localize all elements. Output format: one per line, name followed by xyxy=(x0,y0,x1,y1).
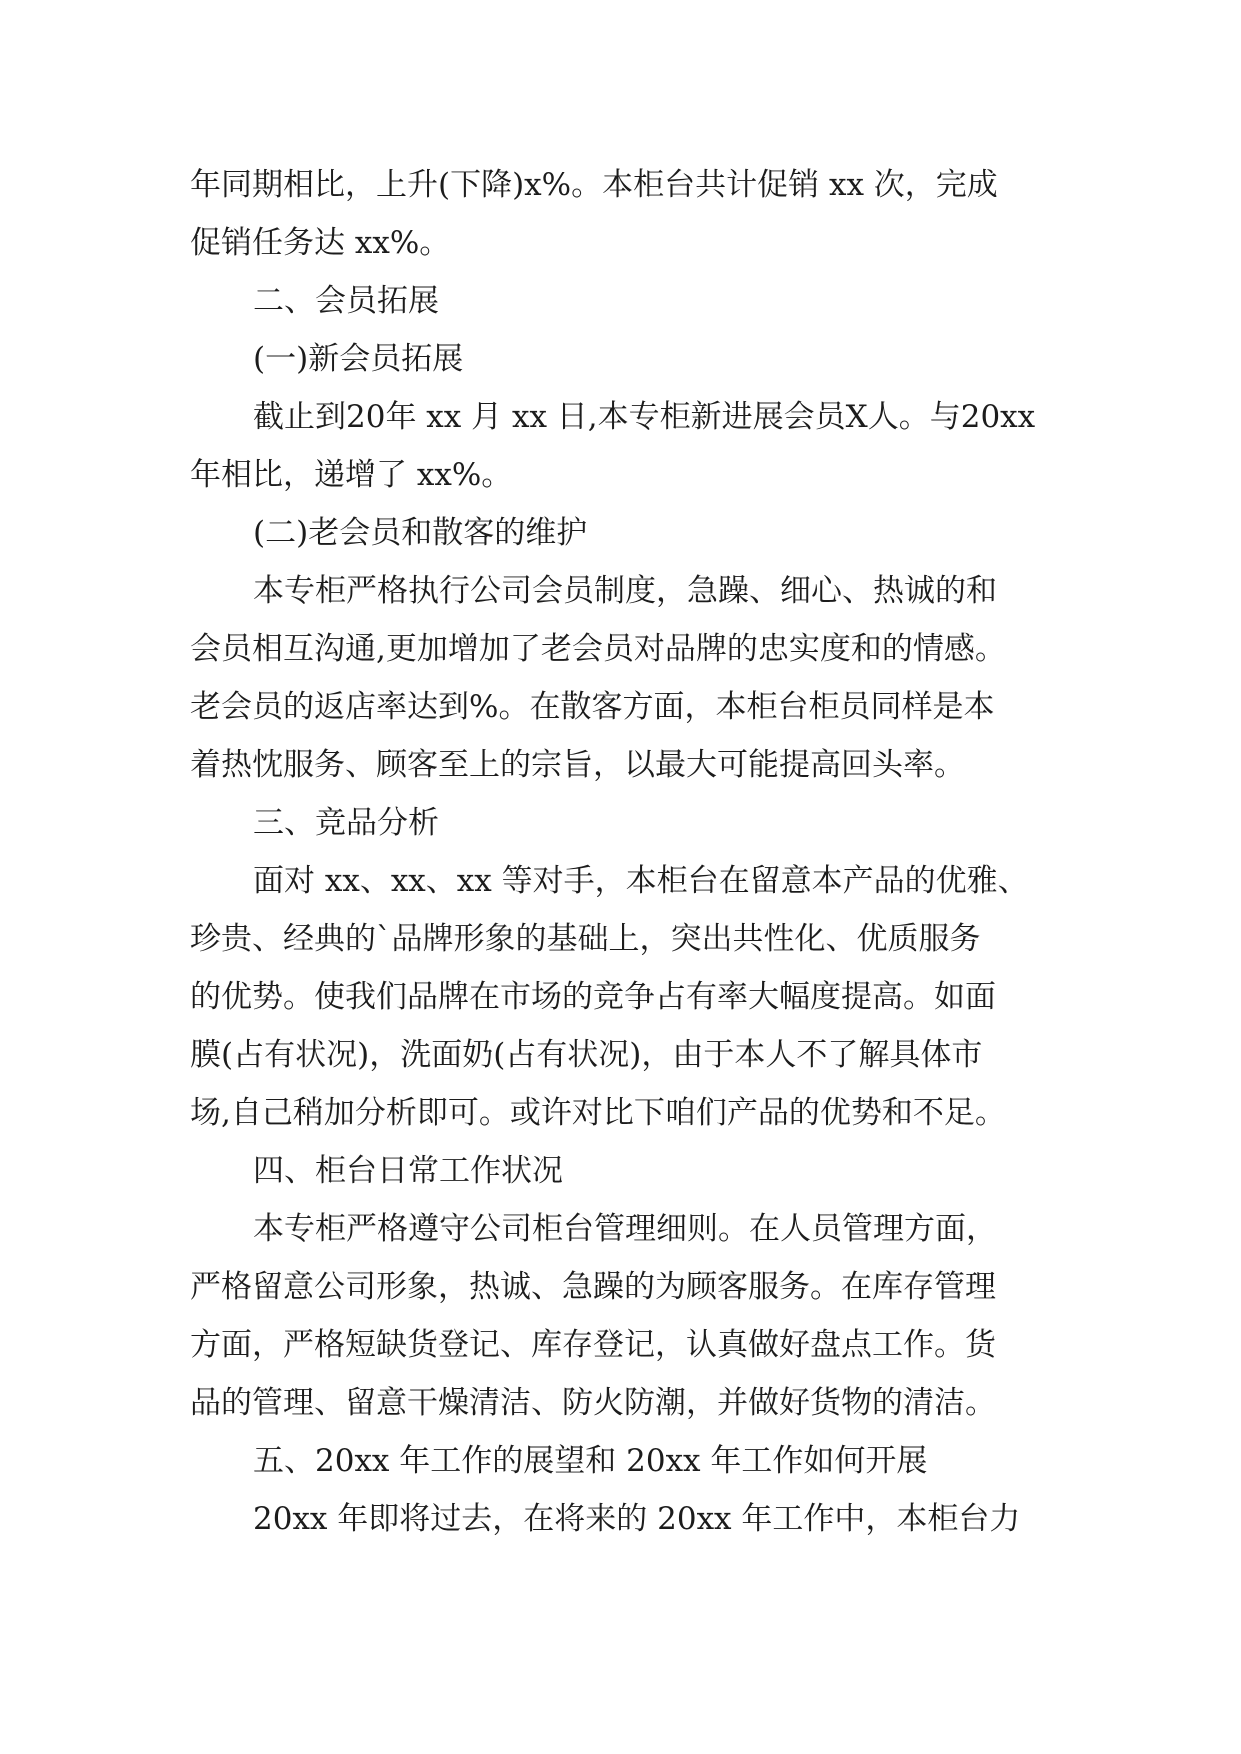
subsection-heading: (一)新会员拓展 xyxy=(253,341,464,377)
paragraph-line: 20xx 年即将过去，在将来的 20xx 年工作中，本柜台力 xyxy=(253,1501,1021,1537)
text-line: 年同期相比，上升(下降)x%。本柜台共计促销 xx 次，完成 xyxy=(190,167,998,203)
paragraph-line: 本专柜严格遵守公司柜台管理细则。在人员管理方面， xyxy=(253,1211,997,1247)
text-line: 膜(占有状况)，洗面奶(占有状况)，由于本人不了解具体市 xyxy=(190,1037,983,1073)
subsection-heading: (二)老会员和散客的维护 xyxy=(253,515,588,551)
paragraph-line: 面对 xx、xx、xx 等对手，本柜台在留意本产品的优雅、 xyxy=(253,863,1029,899)
text-line: 品的管理、留意干燥清洁、防火防潮，并做好货物的清洁。 xyxy=(190,1385,996,1421)
paragraph-line: 截止到20年 xx 月 xx 日,本专柜新进展会员X人。与20xx xyxy=(253,399,1036,435)
text-line: 的优势。使我们品牌在市场的竞争占有率大幅度提高。如面 xyxy=(190,979,996,1015)
section-heading-3: 三、竞品分析 xyxy=(253,805,439,841)
text-line: 珍贵、经典的`品牌形象的基础上，突出共性化、优质服务 xyxy=(190,921,981,957)
section-heading-5: 五、20xx 年工作的展望和 20xx 年工作如何开展 xyxy=(253,1443,928,1479)
text-line: 着热忱服务、顾客至上的宗旨，以最大可能提高回头率。 xyxy=(190,747,965,783)
text-line: 促销任务达 xx%。 xyxy=(190,225,451,261)
text-line: 方面，严格短缺货登记、库存登记，认真做好盘点工作。货 xyxy=(190,1327,996,1363)
text-line: 严格留意公司形象，热诚、急躁的为顾客服务。在库存管理 xyxy=(190,1269,996,1305)
text-line: 老会员的返店率达到%。在散客方面，本柜台柜员同样是本 xyxy=(190,689,995,725)
text-line: 年相比，递增了 xx%。 xyxy=(190,457,513,493)
section-heading-4: 四、柜台日常工作状况 xyxy=(253,1153,563,1189)
text-line: 场,自己稍加分析即可。或许对比下咱们产品的优势和不足。 xyxy=(190,1095,1006,1131)
section-heading-2: 二、会员拓展 xyxy=(253,283,439,319)
text-line: 会员相互沟通,更加增加了老会员对品牌的忠实度和的情感。 xyxy=(190,631,1006,667)
paragraph-line: 本专柜严格执行公司会员制度，急躁、细心、热诚的和 xyxy=(253,573,997,609)
